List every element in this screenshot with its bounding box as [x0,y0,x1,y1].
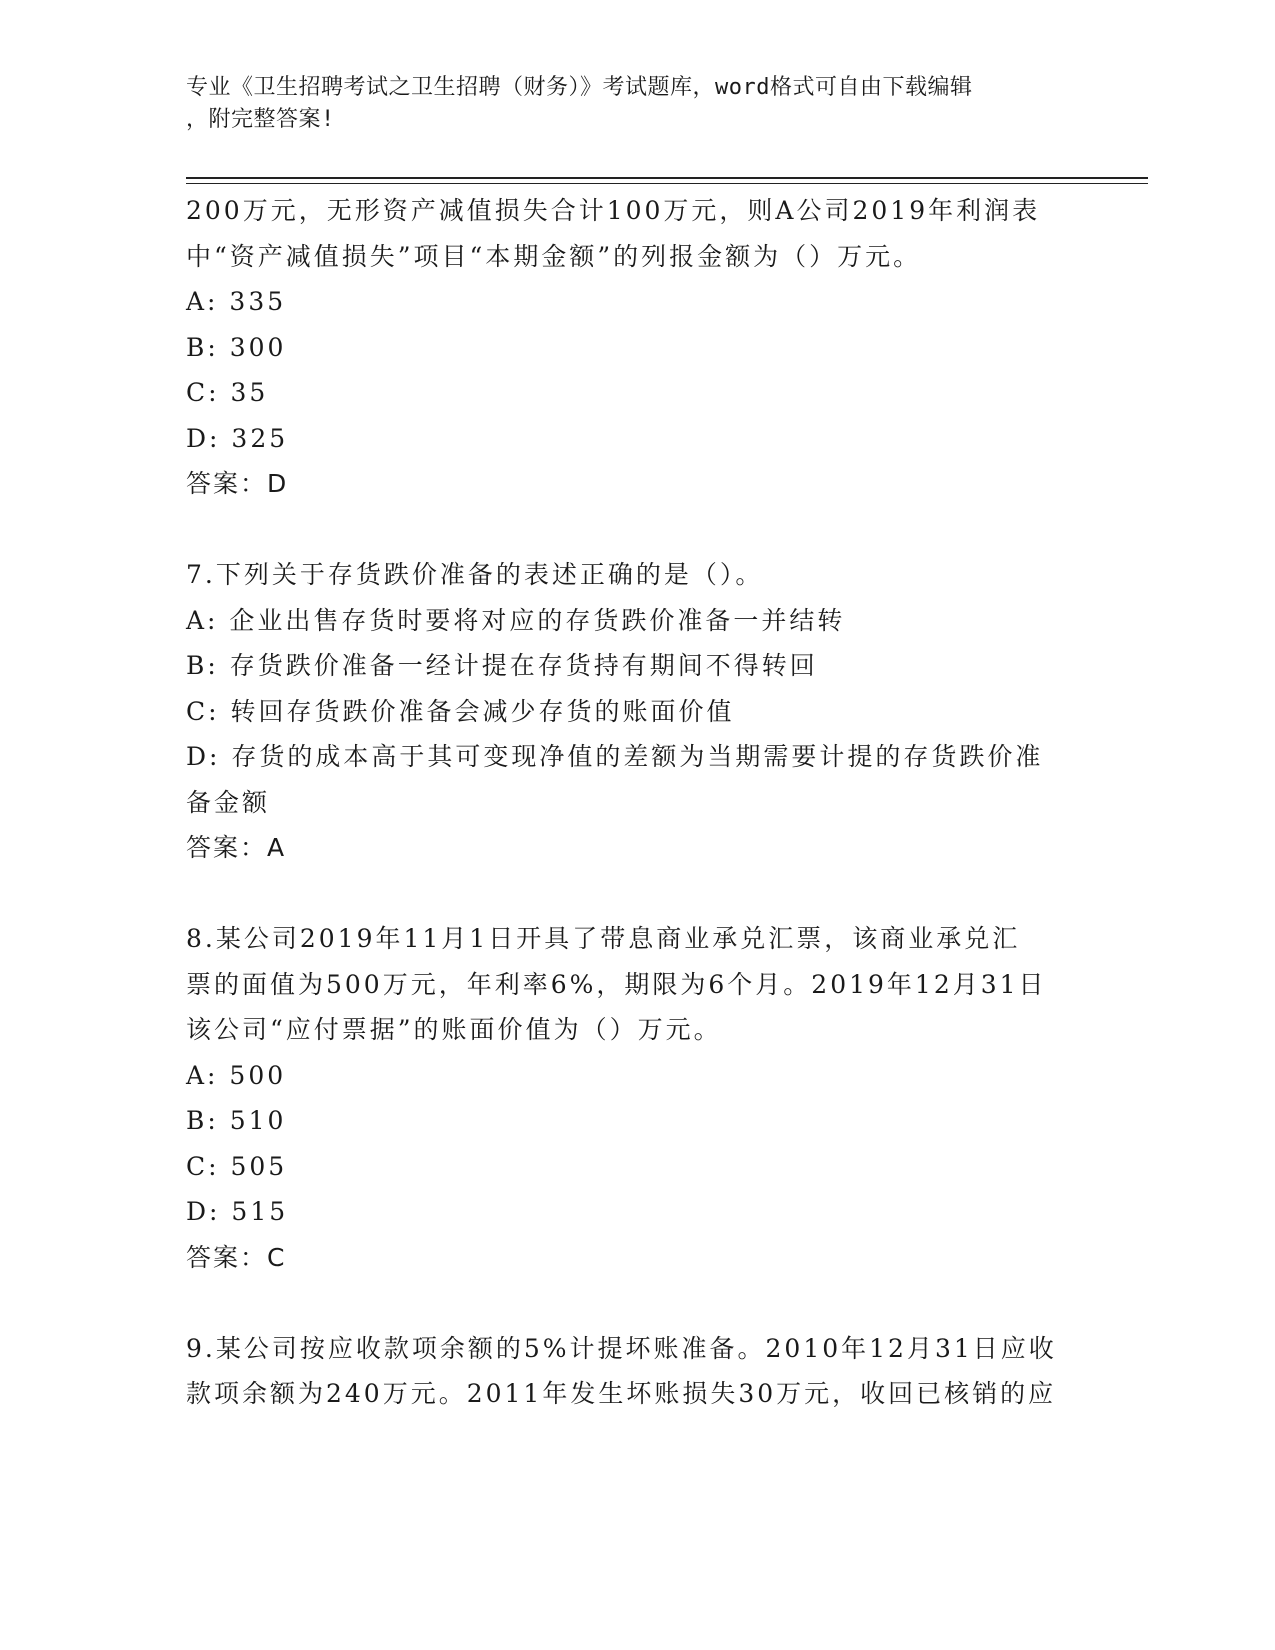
document-header [186,72,1066,136]
option-d: D: 515 [186,1197,289,1226]
header-rule-thin [186,183,1148,184]
answer-line: 答案：A [186,833,287,862]
question-stem-line: 200万元，无形资产减值损失合计100万元，则A公司2019年利润表 [186,196,1041,225]
answer-line: 答案：D [186,469,289,498]
question-stem-line: 该公司“应付票据”的账面价值为（）万元。 [186,1015,722,1044]
option-b: B: 存货跌价准备一经计提在存货持有期间不得转回 [186,651,818,680]
option-c: C: 35 [186,378,269,407]
header-line-2: ，附完整答案! [186,107,335,132]
option-c: C: 转回存货跌价准备会减少存货的账面价值 [186,696,735,726]
spacer [186,871,1086,917]
question-stem-line: 7.下列关于存货跌价准备的表述正确的是（）。 [186,560,764,589]
option-b: B: 300 [186,332,287,362]
question-stem-line: 9.某公司按应收款项余额的5%计提坏账准备。2010年12月31日应收 [186,1333,1057,1363]
header-rule-thick [186,177,1148,179]
question-6 [186,188,1086,507]
answer-line: 答案：C [186,1242,287,1272]
question-8 [186,916,1086,1280]
option-b: B: 510 [186,1106,287,1135]
spacer [186,507,1086,553]
question-stem-line: 中“资产减值损失”项目“本期金额”的列报金额为（）万元。 [186,241,922,271]
option-d: D: 存货的成本高于其可变现净值的差额为当期需要计提的存货跌价准 [186,742,1044,771]
spacer [186,1280,1086,1326]
question-stem-line: 8.某公司2019年11月1日开具了带息商业承兑汇票，该商业承兑汇 [186,924,1021,953]
option-d-continued: 备金额 [186,787,271,817]
question-7 [186,552,1086,871]
header-line-1: 专业《卫生招聘考试之卫生招聘（财务）》考试题库，word格式可自由下载编辑 [186,75,973,100]
question-stem-line: 票的面值为500万元，年利率6%，期限为6个月。2019年12月31日 [186,969,1047,999]
option-a: A: 企业出售存货时要将对应的存货跌价准备一并结转 [186,605,846,635]
question-9 [186,1326,1086,1417]
option-c: C: 505 [186,1151,288,1181]
question-stem-line: 款项余额为240万元。2011年发生坏账损失30万元，收回已核销的应 [186,1379,1057,1408]
question-list [186,188,1086,1417]
option-a: A: 335 [186,287,287,316]
option-d: D: 325 [186,423,289,453]
option-a: A: 500 [186,1060,287,1090]
